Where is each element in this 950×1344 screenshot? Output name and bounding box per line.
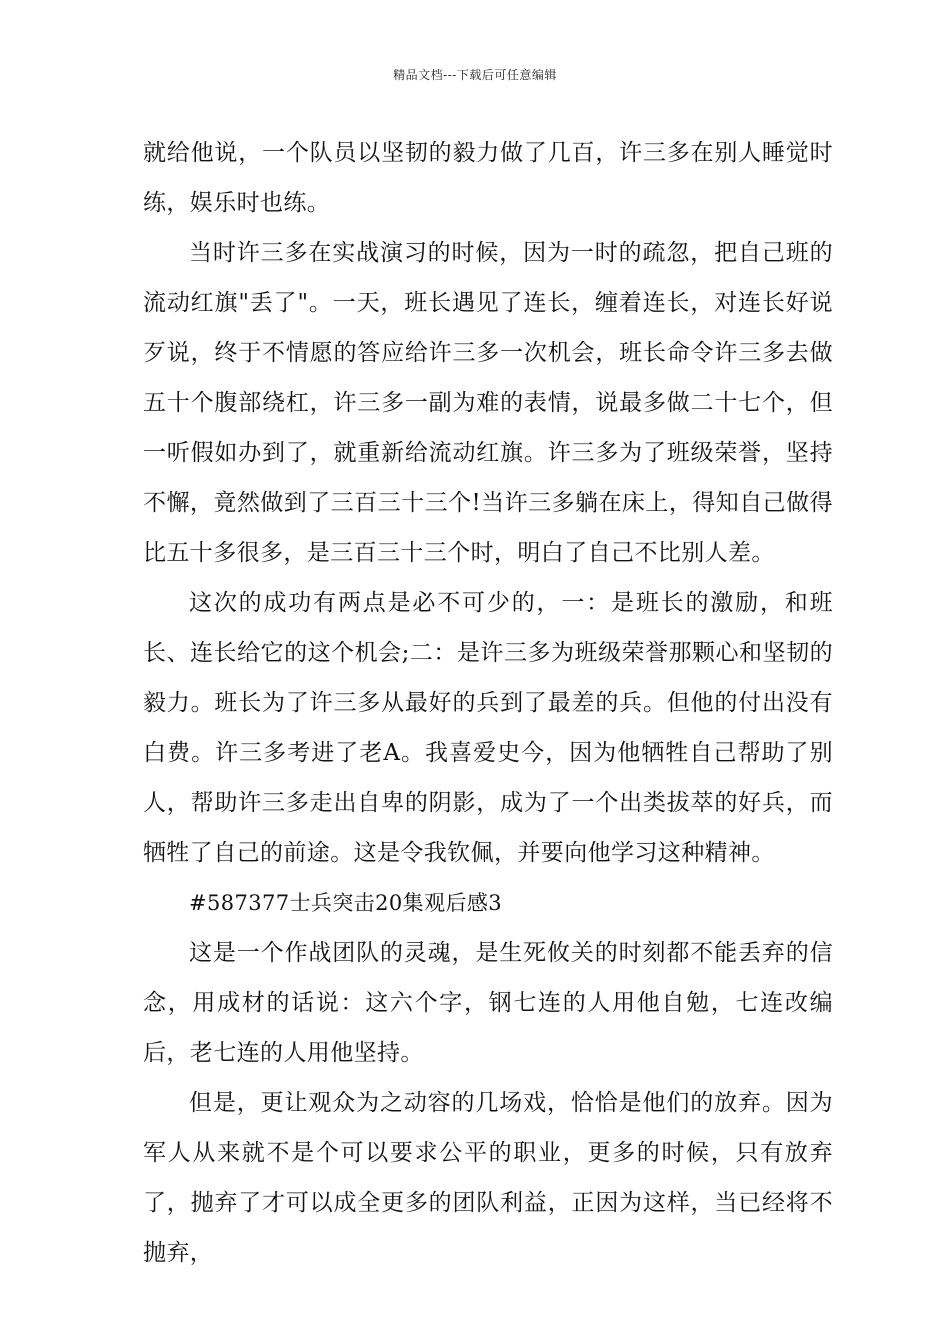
- paragraph-1: 就给他说，一个队员以坚韧的毅力做了几百，许三多在别人睡觉时练，娱乐时也练。: [143, 140, 833, 216]
- paragraph-5: 但是，更让观众为之动容的几场戏，恰恰是他们的放弃。因为军人从来就不是个可以要求公平的职业，更多的时候，只有放弃了，抛弃了才可以成全更多的团队利益，正因为这样，当已经将不抛弃，: [143, 1090, 833, 1266]
- section-heading: #587377士兵突击20集观后感3: [189, 891, 503, 915]
- paragraph-3: 这次的成功有两点是必不可少的，一：是班长的激励，和班长、连长给它的这个机会;二：是许三多为班级荣誉那颗心和坚韧的毅力。班长为了许三多从最好的兵到了最差的兵。但他的付出没有白费。许三多考进了老A。我喜爱史今，因为他牺牲自己帮助了别人，帮助许三多走出自卑的阴影，成为了一个出类拔萃的好兵，而牺牲了自己的前途。这是令我钦佩，并要向他学习这种精神。: [143, 590, 833, 866]
- paragraph-4: 这是一个作战团队的灵魂，是生死攸关的时刻都不能丢弃的信念，用成材的话说：这六个字，钢七连的人用他自勉，七连改编后，老七连的人用他坚持。: [143, 940, 833, 1066]
- document-body: [143, 128, 833, 1278]
- paragraph-2: 当时许三多在实战演习的时候，因为一时的疏忽，把自己班的流动红旗"丢了"。一天，班长遇见了连长，缠着连长，对连长好说歹说，终于不情愿的答应给许三多一次机会，班长命令许三多去做五十个腹部绕杠，许三多一副为难的表情，说最多做二十七个，但一听假如办到了，就重新给流动红旗。许三多为了班级荣誉，坚持不懈，竟然做到了三百三十三个!当许三多躺在床上，得知自己做得比五十多很多，是三百三十三个时，明白了自己不比别人差。: [143, 240, 833, 566]
- page-header: 精品文档---下载后可任意编辑: [393, 68, 557, 82]
